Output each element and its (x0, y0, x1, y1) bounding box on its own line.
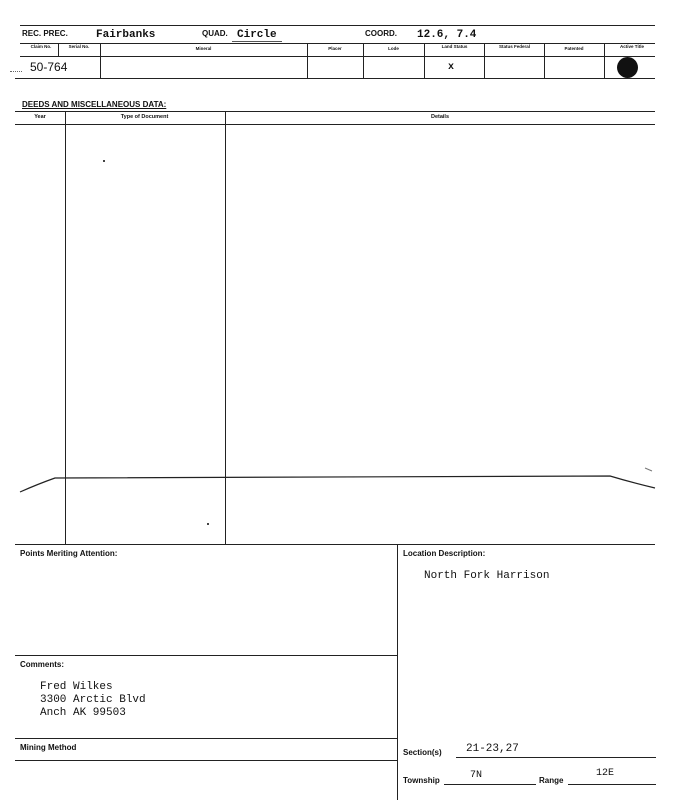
col-patented: Patented (564, 46, 584, 51)
section-label: Section(s) (403, 748, 442, 757)
township-underline (444, 784, 536, 785)
col-claim-no: Claim No. (30, 44, 52, 49)
comment-line: 3300 Arctic Blvd (40, 694, 146, 706)
land-status-mark: x (448, 62, 455, 73)
comments-top-rule (15, 655, 397, 656)
col-placer: Placer (328, 46, 342, 51)
comment-line: Anch AK 99503 (40, 707, 126, 719)
col-status-federal: Status Federal (498, 44, 530, 49)
range-value: 12E (596, 768, 615, 779)
active-title-dot (617, 57, 638, 78)
claim-col-divider (424, 43, 425, 78)
speck (207, 523, 209, 525)
claim-table-header-bottom (20, 56, 655, 57)
range-underline (568, 784, 656, 785)
township-value: 7N (470, 770, 483, 781)
rec-prec-label: REC. PREC. (22, 29, 68, 38)
claim-no-value: 50-764 (30, 60, 68, 74)
section-value: 21-23,27 (466, 743, 519, 755)
claim-col-divider (484, 43, 485, 78)
col-details: Details (430, 114, 450, 120)
claim-table-bottom (15, 78, 655, 79)
claim-col-divider (604, 43, 605, 78)
claim-col-divider (58, 43, 59, 56)
township-label: Township (403, 776, 440, 785)
mining-method-bottom-rule (15, 760, 397, 761)
quad-label: QUAD. (202, 29, 228, 38)
col-active-title: Active Title (620, 44, 644, 49)
quad-value: Circle (237, 29, 277, 41)
col-serial-no: Serial No. (68, 44, 90, 49)
mining-method-top-rule (15, 738, 397, 739)
coord-label: COORD. (365, 29, 397, 38)
section-underline (456, 757, 656, 758)
col-type-of-document: Type of Document (120, 114, 169, 120)
coord-value: 12.6, 7.4 (417, 29, 477, 41)
deeds-header-bottom (15, 124, 655, 125)
mining-method-label: Mining Method (20, 743, 77, 752)
location-label: Location Description: (403, 549, 486, 558)
bottom-center-divider (397, 544, 398, 800)
top-rule (20, 25, 655, 26)
col-lode: Lode (388, 46, 399, 51)
points-label: Points Meriting Attention: (20, 549, 118, 558)
deeds-section-title: DEEDS AND MISCELLANEOUS DATA: (22, 100, 167, 109)
deeds-table-top (15, 111, 655, 112)
col-land-status: Land Status (441, 44, 468, 49)
col-mineral: Mineral (195, 46, 212, 51)
col-year: Year (34, 114, 46, 120)
deeds-table-bottom (15, 544, 655, 545)
speck (103, 160, 105, 162)
quad-underline (232, 41, 282, 42)
page-break-line (0, 462, 678, 497)
comments-label: Comments: (20, 660, 65, 669)
scan-mark (10, 71, 22, 72)
comment-line: Fred Wilkes (40, 681, 113, 693)
range-label: Range (539, 776, 564, 785)
location-value: North Fork Harrison (424, 570, 550, 582)
claim-table-top (20, 43, 655, 44)
rec-prec-value: Fairbanks (96, 29, 156, 41)
